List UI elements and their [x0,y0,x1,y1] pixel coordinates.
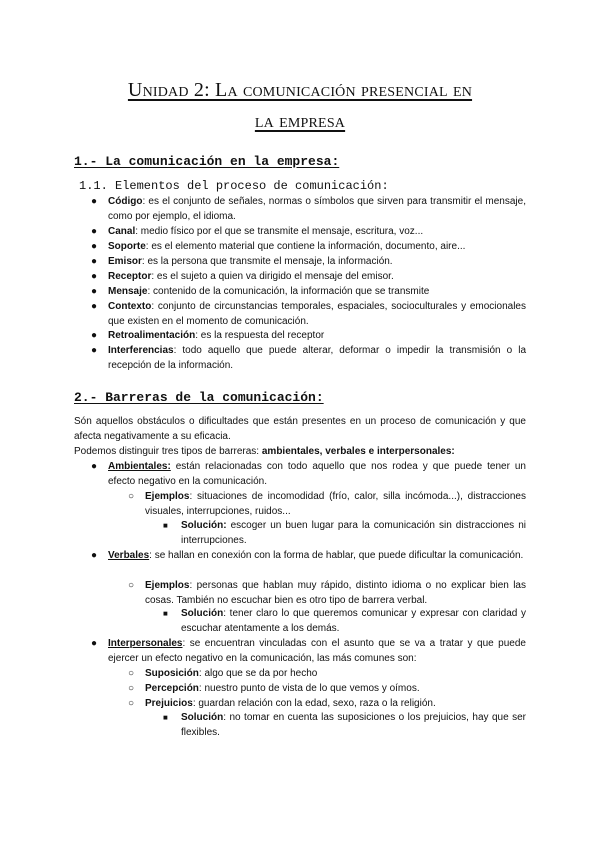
section-2-intro: Són aquellos obstáculos o dificultades que están presentes en un proceso de comunicación y que afecta negativamente a su eficacia. [74,416,526,442]
bullet-square: ■ [163,609,168,618]
bullet-disc: ● [91,638,98,649]
list-item-retroalimentacion: Retroalimentación: es la respuesta del receptor [108,330,325,341]
document-title-line-1: Unidad 2: La comunicación presencial en [127,79,473,101]
bullet-disc: ● [91,271,98,282]
bullet-circle: ○ [128,491,135,502]
verbales-ejemplos: Ejemplos: personas que hablan muy rápido, distinto idioma o no explicar bien las cosas. También no escuchar bien es otro tipo de barrera verbal. [145,580,526,606]
bullet-disc: ● [91,461,98,472]
ambientales-ejemplos: Ejemplos: situaciones de incomodidad (frío, calor, silla incómoda...), distracciones visuales, interrupciones, ruidos... [145,491,526,517]
bullet-disc: ● [91,196,98,207]
bullet-circle: ○ [128,683,135,694]
bullet-disc: ● [91,286,98,297]
bullet-circle: ○ [128,580,135,591]
interpersonales-solucion: Solución: no tomar en cuenta las suposiciones o los prejuicios, hay que ser flexibles. [181,712,526,738]
list-item-mensaje: Mensaje: contenido de la comunicación, la información que se transmite [108,286,430,297]
interpersonales-prejuicios: Prejuicios: guardan relación con la edad, sexo, raza o la religión. [145,698,436,709]
list-item-codigo: Código: es el conjunto de señales, normas o símbolos que sirven para transmitir el mensaje, como por ejemplo, el idioma. [108,196,526,222]
bullet-disc: ● [91,345,98,356]
list-item-interferencias: Interferencias: todo aquello que puede alterar, deformar o impedir la transmisión o la recepción de la información. [108,345,526,371]
section-2-heading: 2.- Barreras de la comunicación: [74,390,324,405]
bullet-square: ■ [163,521,168,530]
interpersonales-percepcion: Percepción: nuestro punto de vista de lo que vemos y oímos. [145,683,420,694]
bullet-disc: ● [91,256,98,267]
list-item-emisor: Emisor: es la persona que transmite el mensaje, la información. [108,256,393,267]
section-1-heading: 1.- La comunicación en la empresa: [74,154,340,169]
list-item-soporte: Soporte: es el elemento material que contiene la información, documento, aire... [108,241,466,252]
barrier-ambientales: Ambientales: están relacionadas con todo aquello que nos rodea y que puede tener un efecto negativo en la comunicación. [108,461,526,487]
interpersonales-suposicion: Suposición: algo que se da por hecho [145,668,318,679]
ambientales-solucion: Solución: escoger un buen lugar para la comunicación sin distracciones ni interrupciones. [181,520,526,546]
bullet-disc: ● [91,550,98,561]
list-item-receptor: Receptor: es el sujeto a quien va dirigido el mensaje del emisor. [108,271,394,282]
list-item-canal: Canal: medio físico por el que se transmite el mensaje, escritura, voz... [108,226,424,237]
section-1-1-subheading: 1.1. Elementos del proceso de comunicación: [79,179,389,193]
barrier-verbales: Verbales: se hallan en conexión con la forma de hablar, que puede dificultar la comunicación. [108,550,524,561]
verbales-solucion: Solución: tener claro lo que queremos comunicar y expresar con claridad y escuchar atentamente a los demás. [181,608,526,634]
barrier-interpersonales: Interpersonales: se encuentran vinculadas con el asunto que se va a tratar y que puede ejercer un efecto negativo en la comunicación, las más comunes son: [108,638,526,664]
bullet-disc: ● [91,241,98,252]
bullet-disc: ● [91,301,98,312]
document-title-line-2: la empresa [254,110,346,132]
bullet-circle: ○ [128,698,135,709]
bullet-circle: ○ [128,668,135,679]
list-item-contexto: Contexto: conjunto de circunstancias temporales, espaciales, socioculturales y emocionales que existen en el momento de comunicación. [108,301,526,327]
bullet-disc: ● [91,330,98,341]
bullet-disc: ● [91,226,98,237]
section-2-types-sentence: Podemos distinguir tres tipos de barreras: ambientales, verbales e interpersonales: [74,446,455,457]
bullet-square: ■ [163,713,168,722]
